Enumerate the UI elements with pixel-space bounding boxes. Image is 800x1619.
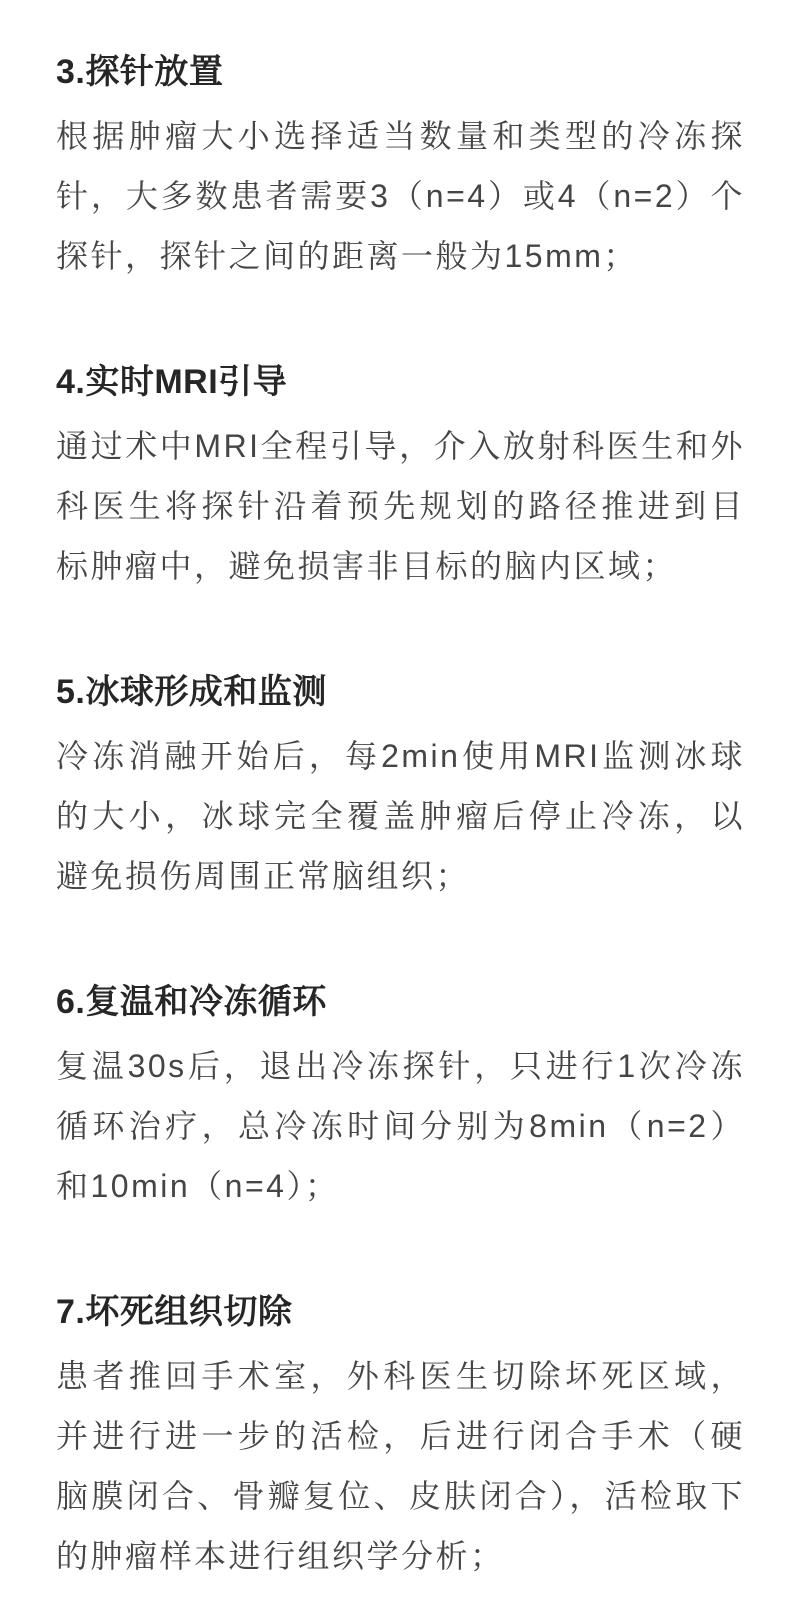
section-paragraph: 患者推回手术室，外科医生切除坏死区域，并进行进一步的活检，后进行闭合手术（硬脑膜闭合、骨瓣复位、皮肤闭合），活检取下的肿瘤样本进行组织学分析； (56, 1358, 745, 1574)
section-paragraph: 冷冻消融开始后，每2min使用MRI监测冰球的大小，冰球完全覆盖肿瘤后停止冷冻，以避免损伤周围正常脑组织； (56, 738, 745, 894)
section-heading: 3.探针放置 (56, 53, 224, 91)
procedure-section-7 (56, 1288, 745, 1586)
section-paragraph: 根据肿瘤大小选择适当数量和类型的冷冻探针，大多数患者需要3（n=4）或4（n=2）个探针，探针之间的距离一般为15mm； (56, 118, 745, 274)
procedure-section-6 (56, 978, 745, 1216)
procedure-section-5 (56, 668, 745, 906)
section-heading: 4.实时MRI引导 (56, 363, 288, 401)
section-paragraph: 通过术中MRI全程引导，介入放射科医生和外科医生将探针沿着预先规划的路径推进到目标肿瘤中，避免损害非目标的脑内区域； (56, 428, 745, 584)
procedure-section-3 (56, 48, 745, 286)
section-heading: 5.冰球形成和监测 (56, 673, 327, 711)
section-heading: 6.复温和冷冻循环 (56, 983, 327, 1021)
procedure-section-4 (56, 358, 745, 596)
section-heading: 7.坏死组织切除 (56, 1293, 293, 1331)
section-paragraph: 复温30s后，退出冷冻探针，只进行1次冷冻循环治疗，总冷冻时间分别为8min（n=2）和10min（n=4）； (56, 1048, 745, 1204)
